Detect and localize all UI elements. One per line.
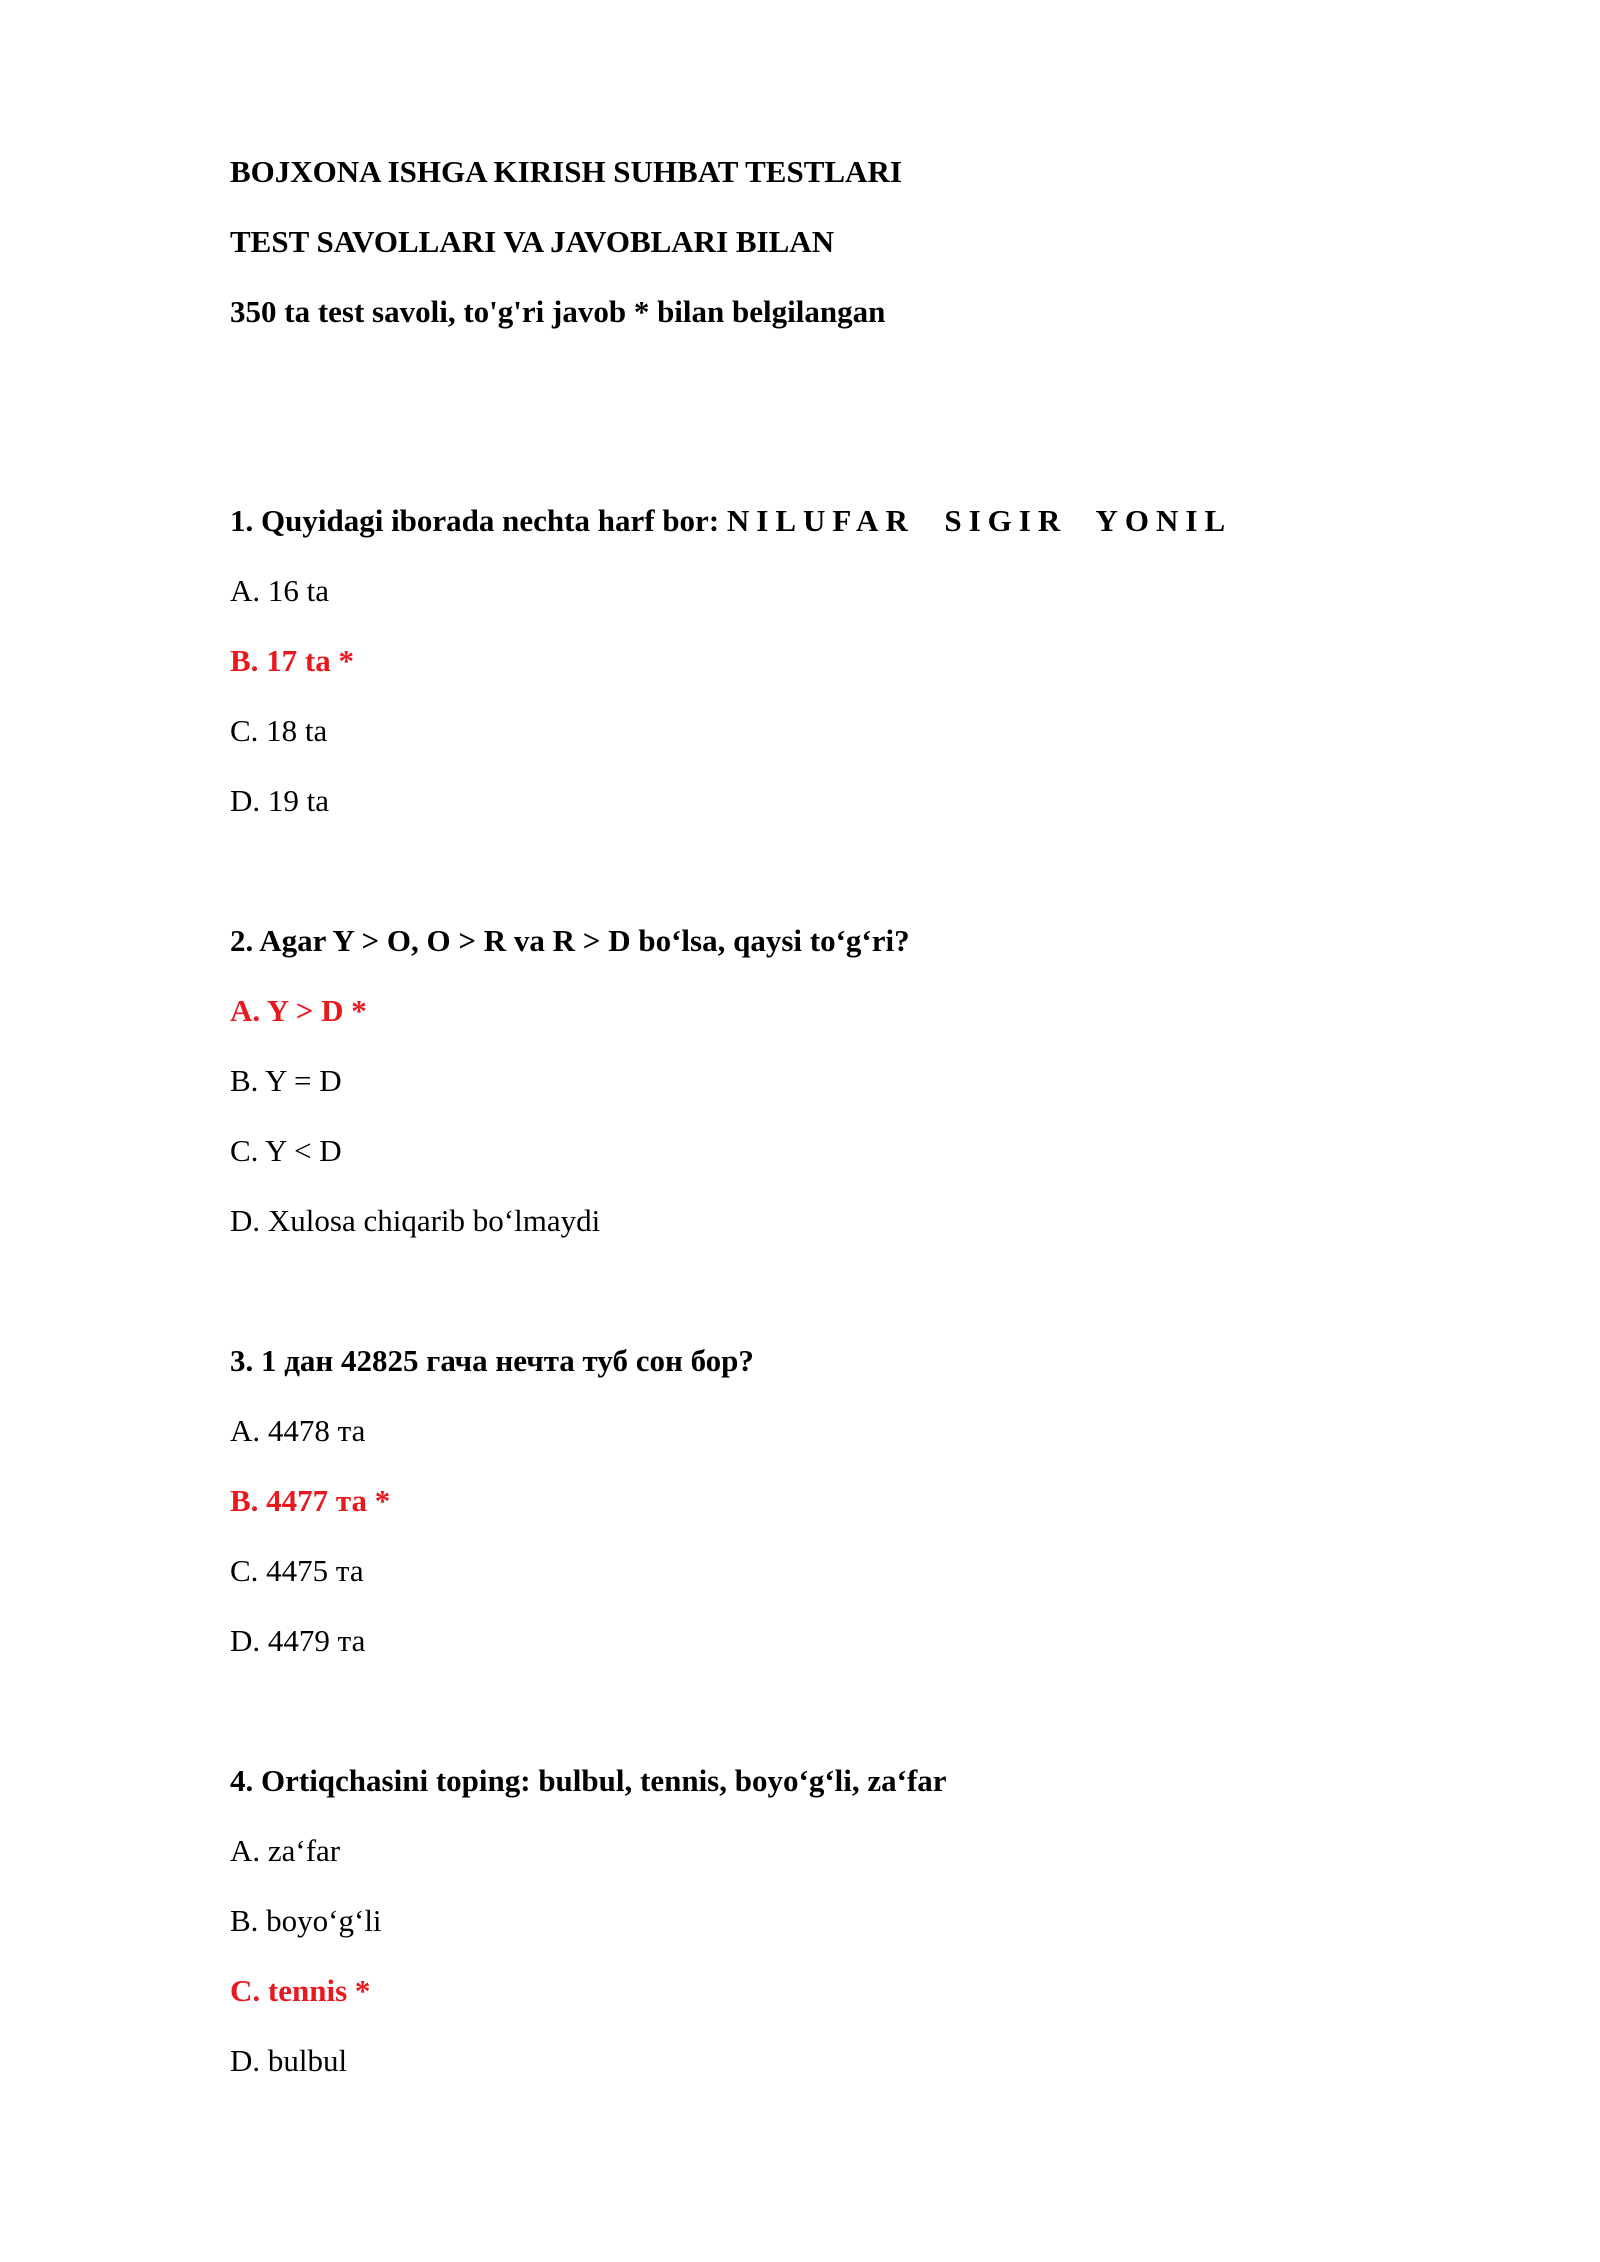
document-note: 350 ta test savoli, to'g'ri javob * bilan belgilangan (230, 294, 886, 329)
question-2-option-a-correct: A. Y > D * (230, 993, 367, 1028)
question-1-text: 1. Quyidagi iborada nechta harf bor: (230, 503, 727, 538)
question-4-option-a: A. za‘far (230, 1833, 341, 1868)
question-3-option-c: C. 4475 та (230, 1553, 364, 1588)
question-4: 4. Ortiqchasini toping: bulbul, tennis, boyo‘g‘li, za‘far (230, 1763, 947, 1798)
question-2-option-b: B. Y = D (230, 1063, 342, 1098)
question-1-option-c: C. 18 ta (230, 713, 328, 748)
question-4-option-d: D. bulbul (230, 2043, 348, 2078)
question-2-option-c: C. Y < D (230, 1133, 342, 1168)
question-3-option-d: D. 4479 та (230, 1623, 366, 1658)
question-1-option-a: A. 16 ta (230, 573, 330, 608)
document-title: BOJXONA ISHGA KIRISH SUHBAT TESTLARI (230, 154, 902, 189)
question-2: 2. Agar Y > O, O > R va R > D bo‘lsa, qaysi to‘g‘ri? (230, 923, 910, 958)
question-3-option-a: A. 4478 та (230, 1413, 366, 1448)
question-2-option-d: D. Xulosa chiqarib bo‘lmaydi (230, 1203, 601, 1238)
question-1 (230, 503, 1232, 539)
question-1-option-b-correct: B. 17 ta * (230, 643, 354, 678)
document-subtitle: TEST SAVOLLARI VA JAVOBLARI BILAN (230, 224, 835, 259)
question-3: 3. 1 дан 42825 гача нечта туб сон бор? (230, 1343, 754, 1378)
question-3-option-b-correct: B. 4477 та * (230, 1483, 391, 1518)
question-4-option-c-correct: C. tennis * (230, 1973, 371, 2008)
question-1-letters: NILUFAR SIGIR YONIL (726, 503, 1233, 538)
question-1-option-d: D. 19 ta (230, 783, 330, 818)
question-4-option-b: B. boyo‘g‘li (230, 1903, 382, 1938)
